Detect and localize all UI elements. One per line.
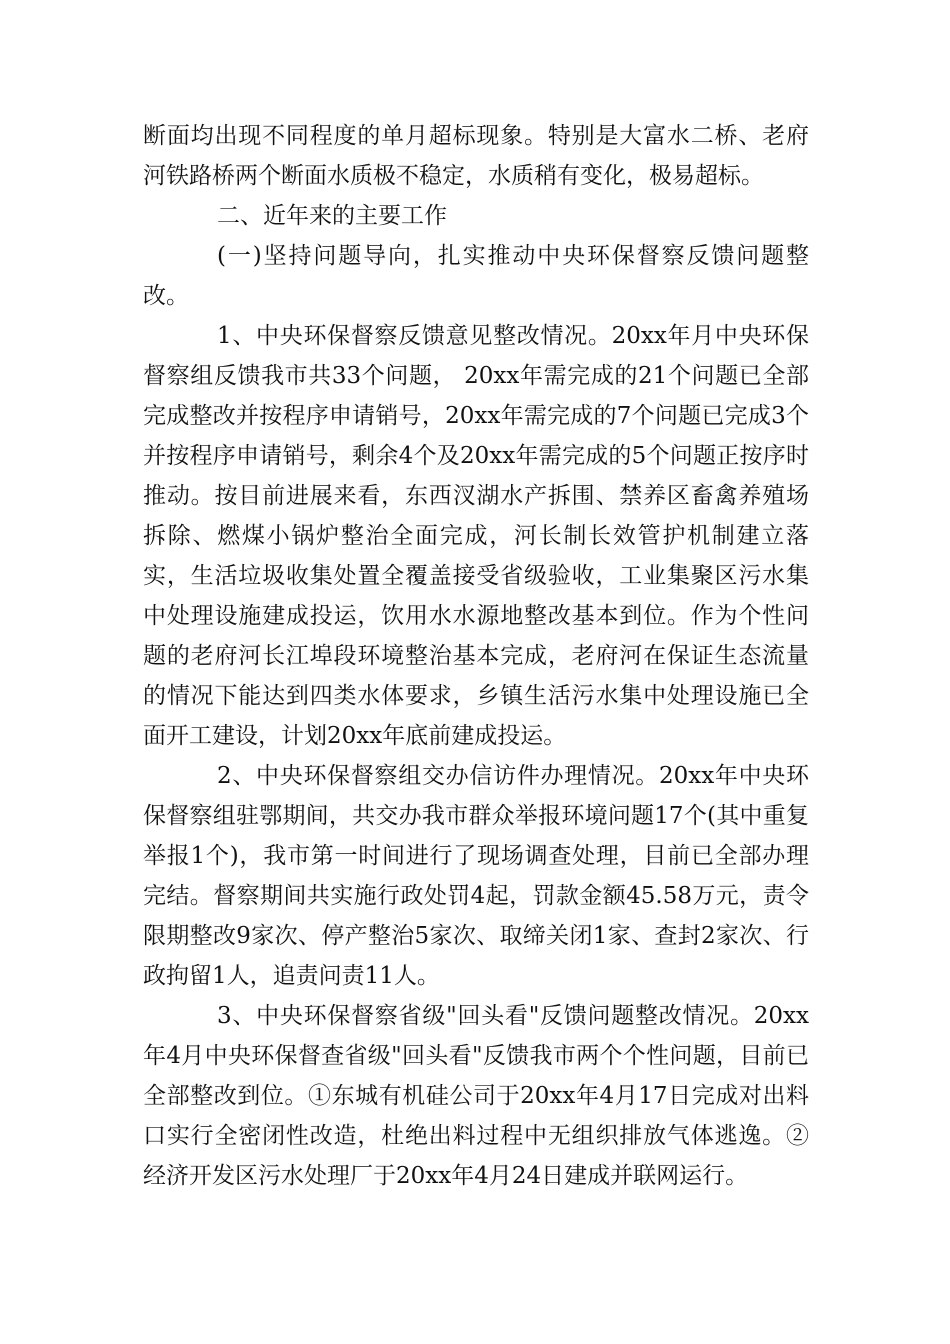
paragraph-continuation: 断面均出现不同程度的单月超标现象。特别是大富水二桥、老府河铁路桥两个断面水质极不稳定，水质稍有变化，极易超标。	[143, 123, 809, 189]
paragraph-item-2: 2、中央环保督察组交办信访件办理情况。20xx年中央环保督察组驻鄂期间，共交办我市群众举报环境问题17个(其中重复举报1个)，我市第一时间进行了现场调查处理，目前已全部办理完结。督察期间共实施行政处罚4起，罚款金额45.58万元，责令限期整改9家次、停产整治5家次、取缔关闭1家、查封2家次、行政拘留1人，追责问责11人。	[143, 763, 809, 989]
section-heading-main-work: 二、近年来的主要工作	[217, 203, 447, 229]
paragraph-item-1: 1、中央环保督察反馈意见整改情况。20xx年月中央环保督察组反馈我市共33个问题， 20xx年需完成的21个问题已全部完成整改并按程序申请销号，20xx年需完成的7个问题已完成3个并按程序申请销号，剩余4个及20xx年需完成的5个问题正按序时推动。按目前进展来看，东西汊湖水产拆围、禁养区畜禽养殖场拆除、燃煤小锅炉整治全面完成，河长制长效管护机制建立落实，生活垃圾收集处置全覆盖接受省级验收，工业集聚区污水集中处理设施建成投运，饮用水水源地整改基本到位。作为个性问题的老府河长江埠段环境整治基本完成，老府河在保证生态流量的情况下能达到四类水体要求，乡镇生活污水集中处理设施已全面开工建设，计划20xx年底前建成投运。	[143, 323, 809, 749]
paragraph-item-3: 3、中央环保督察省级"回头看"反馈问题整改情况。20xx年4月中央环保督查省级"回头看"反馈我市两个个性问题，目前已全部整改到位。①东城有机硅公司于20xx年4月17日完成对出料口实行全密闭性改造，杜绝出料过程中无组织排放气体逃逸。②经济开发区污水处理厂于20xx年4月24日建成并联网运行。	[143, 1003, 809, 1189]
document-body	[143, 116, 809, 1196]
subsection-heading-1: (一)坚持问题导向，扎实推动中央环保督察反馈问题整改。	[143, 243, 809, 309]
